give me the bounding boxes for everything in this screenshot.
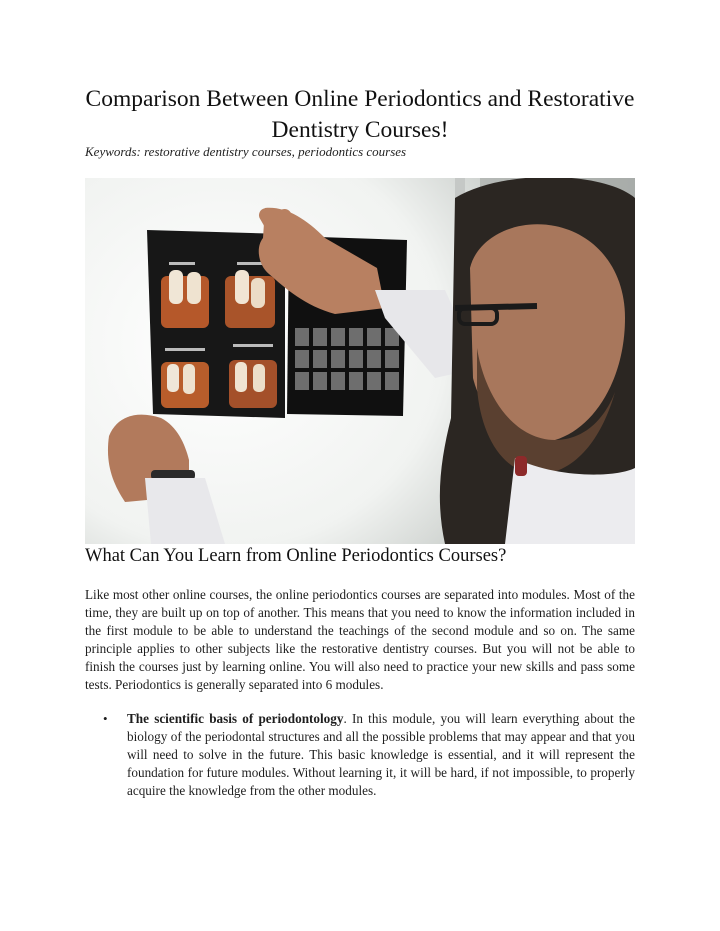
keywords-line: Keywords: restorative dentistry courses, periodontics courses <box>85 144 407 159</box>
dentist-figure <box>440 178 635 544</box>
dentist-xray-photo <box>85 178 635 544</box>
module-bullet-list <box>103 710 635 800</box>
bullet-marker: • <box>103 711 108 726</box>
document-title: Comparison Between Online Periodontics and Restorative Dentistry Courses! <box>85 86 635 143</box>
list-item <box>103 710 635 800</box>
intro-paragraph: Like most other online courses, the online periodontics courses are separated into modules. Most of the time, they are built up on top of another. This means that you need to know the information included in the first module to be able to understand the teachings of the second module and so on. The same principle applies to other subjects like the restorative dentistry courses. But you will not be able to finish the courses just by learning online. You will also need to practice your new skills and pass some tests. Periodontics is generally separated into 6 modules. <box>85 587 635 693</box>
bullet-text: . In this module, you will learn everything about the biology of the periodontal structures and all the possible problems that may appear and that you will need to solve in the future. This basic knowledge is essential, and it will represent the foundation for future modules. Without learning it, it will be hard, if not impossible, to properly acquire the knowledge from the other modules. <box>127 711 635 799</box>
section-heading: What Can You Learn from Online Periodontics Courses? <box>85 546 507 566</box>
bullet-bold-term: The scientific basis of periodontology <box>127 711 344 726</box>
